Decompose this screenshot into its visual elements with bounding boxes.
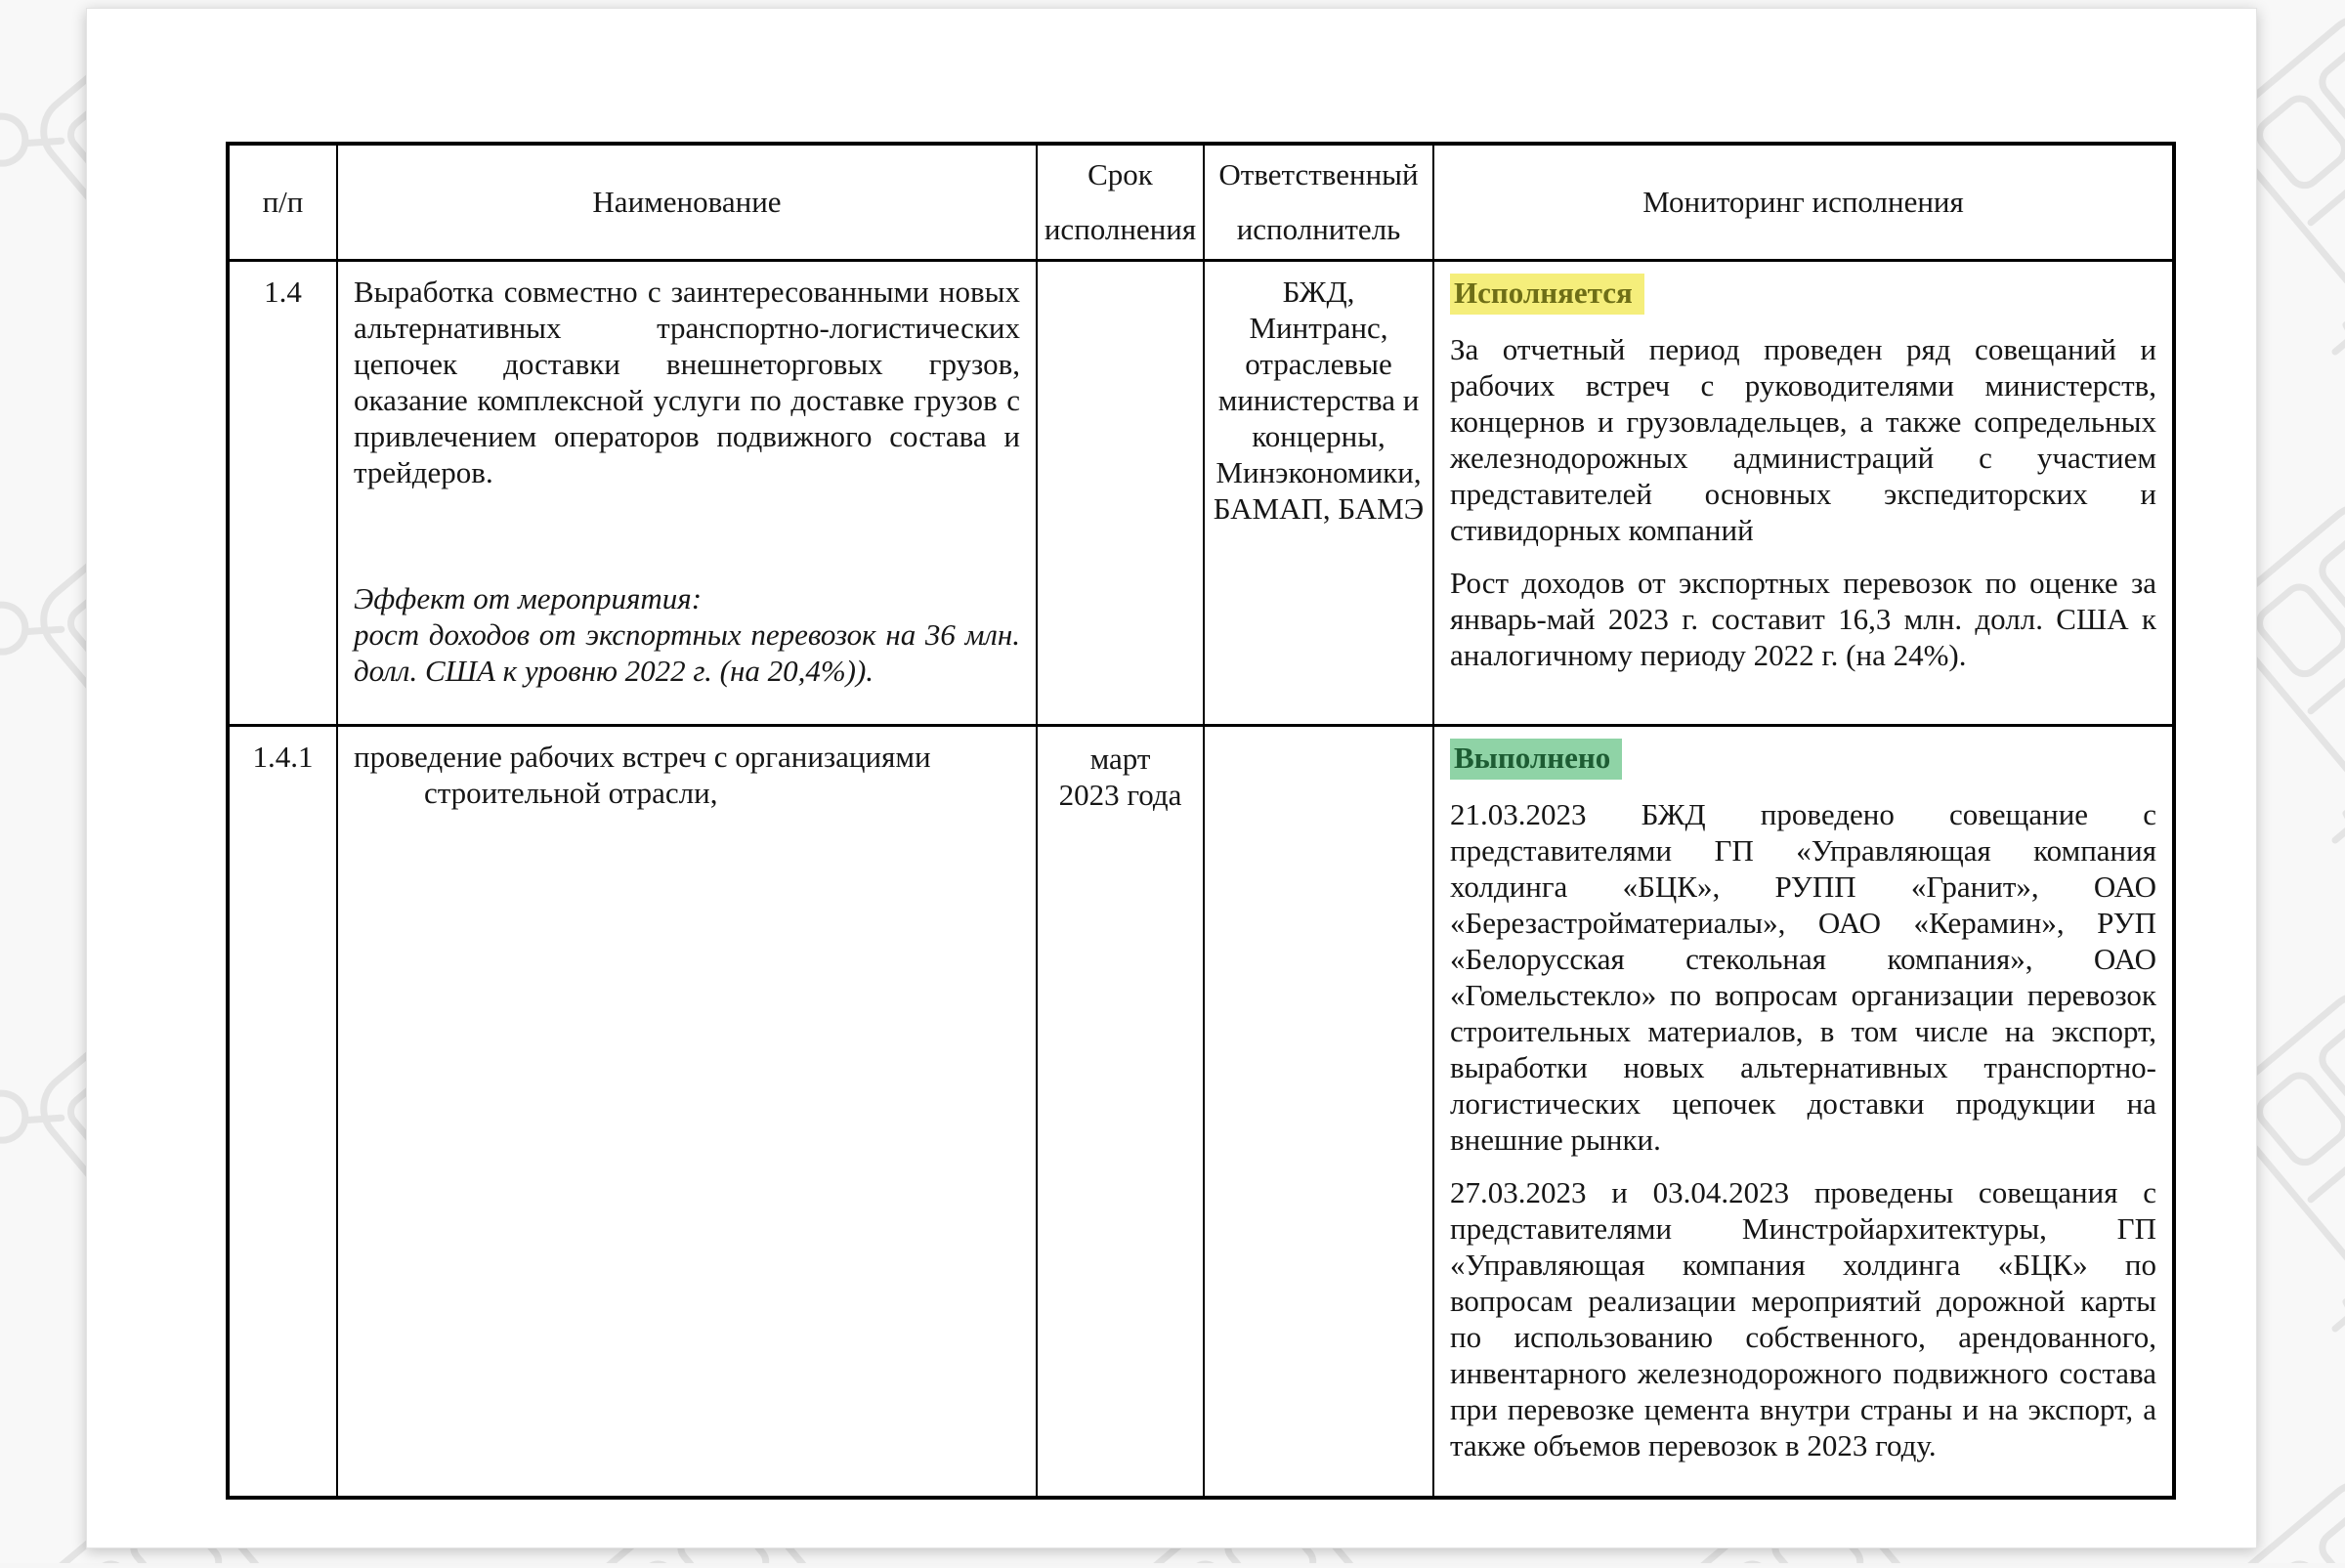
- status-line: [1450, 274, 2156, 315]
- header-num: п/п: [228, 144, 337, 261]
- responsible-cell: БЖД, Минтранс, отраслевые министерства и концерны, Минэкономики, БАМАП, БАМЭ: [1204, 261, 1433, 726]
- header-monitoring: Мониторинг исполнения: [1433, 144, 2174, 261]
- measure-name-cell: [337, 726, 1037, 1498]
- measure-effect-block: [354, 580, 1020, 689]
- term-cell: [1037, 726, 1204, 1498]
- table-row-1-4-1: [228, 726, 2174, 1498]
- status-badge-in-progress: Исполняется: [1450, 274, 1644, 315]
- monitoring-table: [226, 142, 2176, 1500]
- monitoring-paragraph: 21.03.2023 БЖД проведено совещание с представителями ГП «Управляющая компания холдинга «БЦК», РУПП «Гранит», ОАО «Березастройматериалы», ОАО «Керамин», РУП «Белорусская стекольная компания», ОАО «Гомельстекло» по вопросам организации перевозок строительных материалов, в том числе на экспорт, выработки новых альтернативных транспортно-логистических цепочек доставки продукции на внешние рынки.: [1450, 797, 2156, 1157]
- row-number: 1.4.1: [228, 726, 337, 1498]
- measure-name-text: Выработка совместно с заинтересованными новых альтернативных транспортно-логистических цепочек доставки внешнеторговых грузов, оказание комплексной услуги по доставке грузов с привлечением операторов подвижного состава и трейдеров.: [354, 275, 1020, 489]
- responsible-cell-empty: [1204, 726, 1433, 1498]
- term-month: март: [1089, 742, 1151, 776]
- header-term: Срок исполнения: [1037, 144, 1204, 261]
- monitoring-cell: [1433, 726, 2174, 1498]
- effect-label: Эффект от мероприятия:: [354, 581, 703, 615]
- table-header: [228, 144, 2174, 261]
- document-page: [86, 8, 2257, 1548]
- monitoring-cell: [1433, 261, 2174, 726]
- effect-text: рост доходов от экспортных перевозок на 36 млн. долл. США к уровню 2022 г. (на 20,4%)).: [354, 617, 1020, 688]
- header-responsible: Ответственный исполнитель: [1204, 144, 1433, 261]
- measure-name-line2: строительной отрасли,: [424, 776, 718, 810]
- status-badge-done: Выполнено: [1450, 739, 1622, 780]
- status-line: [1450, 739, 2156, 780]
- term-cell-empty: [1037, 261, 1204, 726]
- monitoring-paragraph: За отчетный период проведен ряд совещаний и рабочих встреч с руководителями министерств, концернов и грузовладельцев, а также сопредельных железнодорожных администраций с участием представителей основных экспедиторских и стивидорных компаний: [1450, 332, 2156, 547]
- measure-name-cell: [337, 261, 1037, 726]
- monitoring-paragraph: Рост доходов от экспортных перевозок по оценке за январь-май 2023 г. составит 16,3 млн. долл. США к аналогичному периоду 2022 г. (на 24%).: [1450, 566, 2156, 672]
- header-row: [228, 144, 2174, 261]
- term-year: 2023 года: [1058, 778, 1182, 812]
- measure-name-line1: проведение рабочих встреч с организациями: [354, 740, 931, 774]
- header-name: Наименование: [337, 144, 1037, 261]
- row-number: 1.4: [228, 261, 337, 726]
- table-row-1-4: [228, 261, 2174, 726]
- monitoring-paragraph: 27.03.2023 и 03.04.2023 проведены совещания с представителями Минстройархитектуры, ГП «Управляющая компания холдинга «БЦК» по вопросам реализации мероприятий дорожной карты по использованию собственного, арендованного, инвентарного железнодорожного подвижного состава при перевозке цемента внутри страны и на экспорт, а также объемов перевозок в 2023 году.: [1450, 1175, 2156, 1462]
